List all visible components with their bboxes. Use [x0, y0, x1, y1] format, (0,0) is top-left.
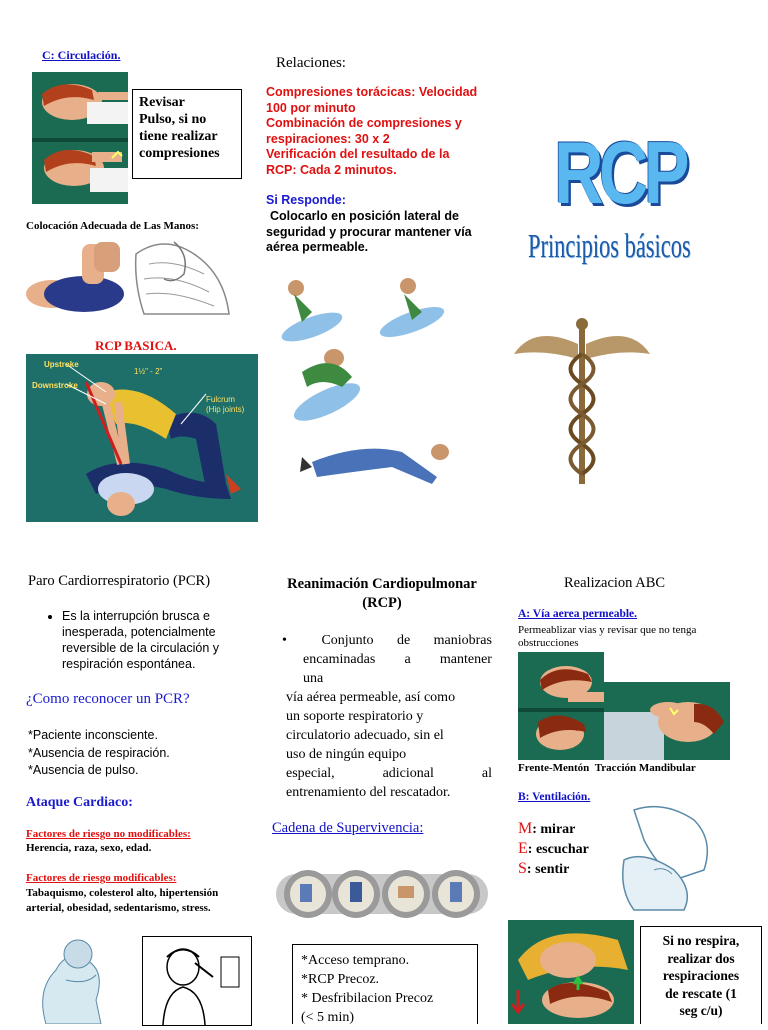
relaciones-heading: Relaciones: — [276, 55, 346, 71]
chain-steps-box: *Acceso temprano. *RCP Precoz. * Desfribilacion Precoz (< 5 min) — [292, 944, 478, 1024]
mod-text: Tabaquismo, colesterol alto, hipertensión arterial, obesidad, sedentarismo, stress. — [26, 887, 219, 914]
cpr-posture-diagram — [26, 354, 258, 522]
mod-heading: Factores de riesgo modificables: — [26, 872, 177, 884]
airway-heading: A: Vía aerea permeable. — [518, 608, 638, 620]
hands-placement-image — [24, 234, 234, 320]
heart-attack-image — [26, 930, 136, 1024]
airway-captions: Frente-Mentón Tracción Mandibular — [518, 762, 696, 774]
ventilation-heading: B: Ventilación. — [518, 791, 591, 803]
mes-item: S: sentir — [518, 860, 570, 877]
recovery-position-illustration — [272, 272, 472, 492]
mes-item: M: mirar — [518, 820, 576, 837]
range-label: 1½" - 2" — [134, 367, 163, 376]
pulse-instruction-box: Revisar Pulso, si no tiene realizar compresiones — [132, 89, 242, 179]
rescue-breaths-box: Si no respira, realizar dos respiraciones de rescate (1 seg c/u) — [640, 926, 762, 1024]
mes-item: E: escuchar — [518, 840, 589, 857]
abc-heading: Realizacion ABC — [564, 575, 666, 591]
no-mod-text: Herencia, raza, sexo, edad. — [26, 842, 152, 854]
chain-of-survival-image — [274, 864, 490, 924]
ataque-heading: Ataque Cardiaco: — [26, 795, 133, 810]
rescue-breath-image — [508, 920, 634, 1024]
how-recognize-heading: ¿Como reconocer un PCR? — [26, 691, 190, 707]
pcr-signs: *Paciente inconsciente. *Ausencia de respiración. *Ausencia de pulso. — [28, 728, 170, 777]
si-responde-heading: Si Responde: — [266, 193, 346, 207]
downstroke-label: Downstroke — [32, 381, 78, 390]
caduceus-image — [514, 314, 650, 488]
look-listen-feel-image — [614, 800, 720, 912]
principios-subtitle: Principios básicos — [528, 228, 691, 265]
hands-placement-heading: Colocación Adecuada de Las Manos: — [26, 220, 199, 232]
jaw-thrust-image — [604, 682, 730, 760]
airway-text: Permeablizar vias y revisar que no tenga obstrucciones — [518, 624, 697, 649]
head-tilt-image — [518, 652, 604, 760]
pcr-definition-item: • Es la interrupción brusca e inesperada, potencialmente reversible de la circulación y respiración espontánea. — [62, 608, 277, 672]
bullet-dot: • — [282, 633, 287, 648]
rcp-body: vía aérea permeable, así como un soporte respiratorio y circulatorio adecuado, sin el uso de ningún equipo especial, adicional al entrenamiento del rescatador. — [286, 690, 492, 800]
cadena-link[interactable]: Cadena de Supervivencia: — [272, 820, 424, 836]
pulse-check-image — [32, 72, 128, 204]
fulcrum-label: Fulcrum — [206, 395, 235, 404]
rcp-basica-title: RCP BASICA. — [95, 338, 177, 353]
no-mod-heading: Factores de riesgo no modificables: — [26, 828, 191, 840]
rcp-heading: Reanimación Cardiopulmonar (RCP) — [287, 576, 477, 611]
upstroke-label: Upstroke — [44, 360, 79, 369]
pcr-definition — [44, 608, 277, 672]
rcp-title-logo: RCP — [554, 123, 685, 222]
circulation-heading: C: Circulación. — [42, 48, 121, 62]
phone-call-image — [142, 936, 252, 1026]
relaciones-text: Compresiones torácicas: Velocidad 100 por minuto Combinación de compresiones y respiraciones: 30 x 2 Verificación del resultado de la RCP: Cada 2 minutos. — [266, 85, 478, 177]
rcp-definition: • Conjunto de maniobras encaminadas a mantener una — [282, 633, 492, 686]
si-responde-text: Colocarlo en posición lateral de seguridad y procurar mantener vía aérea permeable. — [266, 209, 472, 255]
hip-label: (Hip joints) — [206, 405, 245, 414]
pcr-heading: Paro Cardiorrespiratorio (PCR) — [28, 573, 211, 589]
mes-list — [518, 819, 589, 879]
